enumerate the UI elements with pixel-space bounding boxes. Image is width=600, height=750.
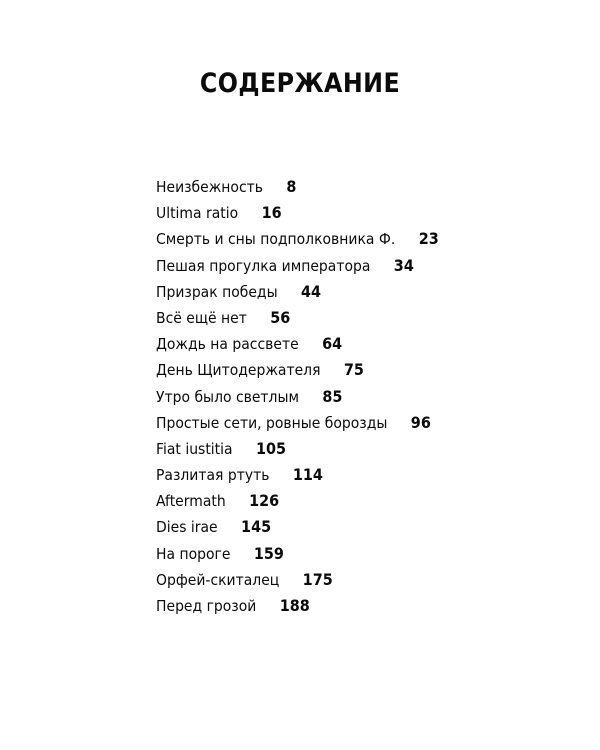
toc-entry-title: Ultima ratio: [156, 204, 239, 223]
toc-entry-page: 56: [270, 307, 291, 327]
toc-entry-title: Простые сети, ровные борозды: [156, 413, 388, 432]
toc-entry-title: Aftermath: [156, 492, 226, 511]
toc-entry: [156, 357, 439, 383]
toc-entry: [156, 279, 439, 305]
toc-entry-title: Призрак победы: [156, 282, 278, 301]
toc-entry-title: Разлитая ртуть: [156, 466, 270, 485]
toc-entry-page: 175: [302, 569, 333, 589]
toc-entry-title: Смерть и сны подполковника Ф.: [156, 230, 396, 249]
toc-entry-title: Утро было светлым: [156, 387, 300, 406]
toc-entry-page: 16: [261, 203, 282, 223]
toc-entry-page: 34: [393, 255, 414, 275]
toc-entry-page: 114: [292, 465, 323, 485]
toc-heading: СОДЕРЖАНИЕ: [199, 68, 401, 99]
toc-entry-title: Fiat iustitia: [156, 439, 233, 458]
toc-entry: [156, 384, 439, 410]
toc-entry-title: Всё ещё нет: [156, 308, 247, 327]
toc-entry-page: 85: [322, 386, 343, 406]
toc-entry-page: 145: [241, 517, 272, 537]
toc-entry-page: 188: [279, 596, 310, 615]
toc-list: [156, 174, 470, 619]
toc-entry-title: Перед грозой: [156, 597, 257, 615]
toc-entry-page: 75: [343, 360, 364, 380]
toc-entry-title: Орфей-скиталец: [156, 570, 280, 589]
toc-entry-page: 96: [410, 412, 431, 432]
toc-entry-page: 159: [253, 543, 284, 563]
toc-entry-page: 105: [255, 438, 287, 458]
toc-entry: [156, 462, 439, 488]
toc-entry-page: 64: [322, 334, 343, 354]
toc-entry-title: Пешая прогулка императора: [156, 256, 371, 275]
toc-entry: [156, 174, 439, 200]
toc-entry: [156, 541, 439, 567]
toc-entry: [156, 331, 439, 357]
toc-entry-title: На пороге: [156, 544, 231, 563]
toc-entry-page: 8: [286, 177, 297, 196]
toc-entry-page: 44: [300, 281, 322, 301]
toc-entry: [156, 436, 439, 462]
toc-entry: [156, 305, 439, 331]
toc-entry: [156, 593, 439, 619]
toc-entry-title: Дождь на рассвете: [156, 335, 299, 354]
toc-entry-title: Dies irae: [156, 518, 218, 537]
toc-entry-page: 23: [418, 229, 439, 249]
toc-entry: [156, 567, 439, 593]
toc-entry: [156, 410, 439, 436]
toc-entry-title: День Щитодержателя: [156, 361, 321, 380]
toc-entry: [156, 488, 439, 514]
toc-entry: [156, 226, 439, 252]
toc-entry-page: 126: [249, 491, 280, 511]
toc-entry: [156, 200, 439, 226]
toc-entry: [156, 514, 439, 540]
toc-entry-title: Неизбежность: [156, 178, 263, 196]
toc-entry: [156, 253, 439, 279]
